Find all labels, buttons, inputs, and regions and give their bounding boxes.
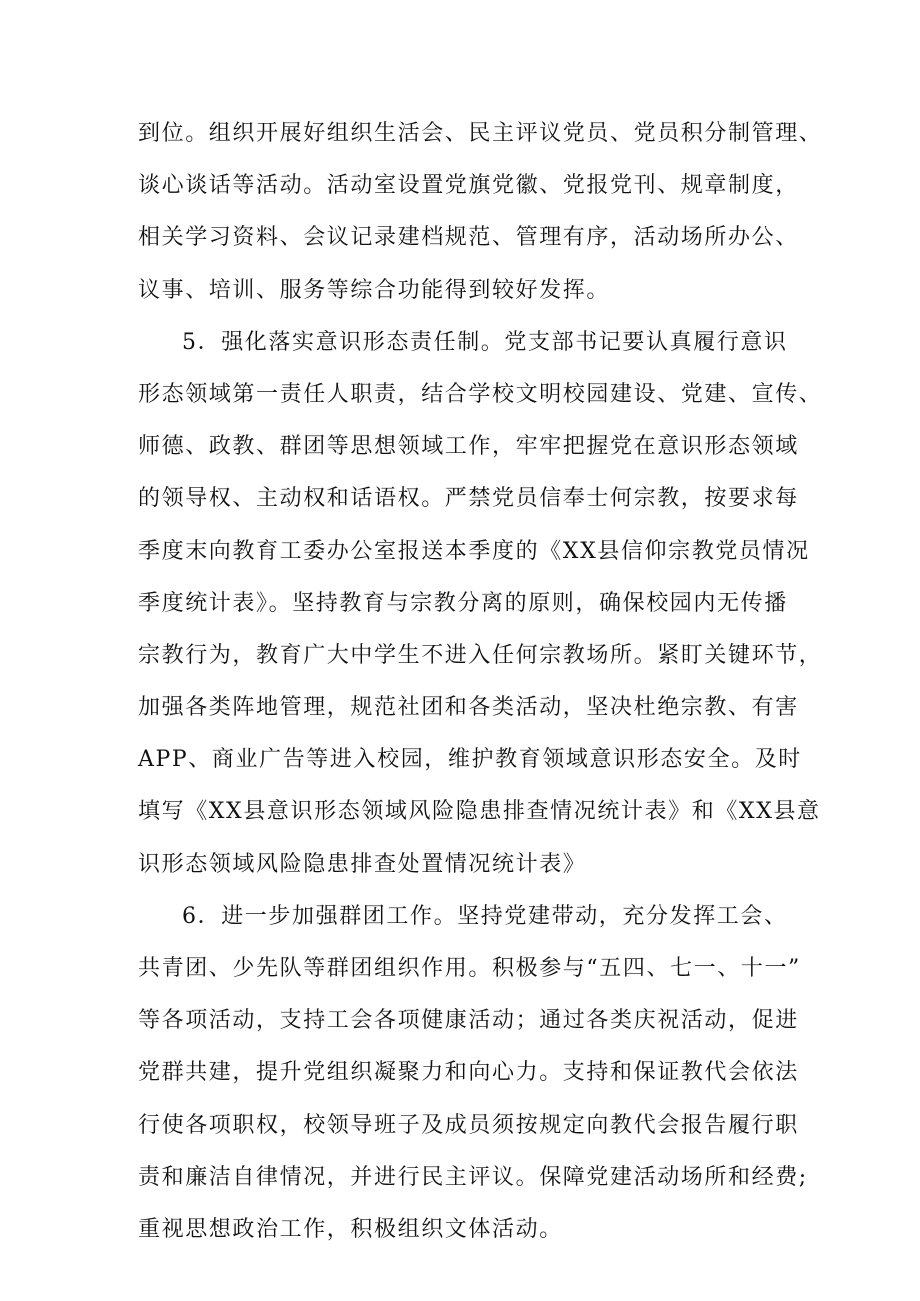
paragraph-continued (138, 108, 823, 317)
text-line: 谈心谈话等活动。活动室设置党旗党徽、党报党刊、规章制度， (138, 173, 799, 199)
paragraph-heading-line: 6．进一步加强群团工作。坚持党建带动，充分发挥工会、 (182, 903, 788, 929)
text-line: 议事、培训、服务等综合功能得到较好发挥。 (138, 277, 611, 303)
text-line: 共青团、少先队等群团组织作用。积极参与“五四、七一、十一” (138, 956, 801, 981)
text-line: 到位。组织开展好组织生活会、民主评议党员、党员积分制管理、 (138, 121, 823, 146)
paragraph-heading-line: 5．强化落实意识形态责任制。党支部书记要认真履行意识 (182, 329, 788, 355)
document-body (138, 108, 823, 1256)
paragraph-6-mass-organizations (138, 891, 808, 1256)
text-line: 的领导权、主动权和话语权。严禁党员信奉士何宗教，按要求每 (138, 486, 799, 512)
text-line: 党群共建，提升党组织凝聚力和向心力。支持和保证教代会依法 (138, 1060, 799, 1086)
text-line: APP、商业广告等进入校园，维护教育领域意识形态安全。及时 (138, 747, 802, 773)
text-line: 加强各类阵地管理，规范社团和各类活动，坚决杜绝宗教、有害 (138, 695, 799, 721)
text-line: 责和廉洁自律情况，并进行民主评议。保障党建活动场所和经费; (138, 1164, 808, 1190)
text-line: 形态领域第一责任人职责，结合学校文明校园建设、党建、宣传、 (138, 381, 823, 407)
text-line: 季度末向教育工委办公室报送本季度的《XX县信仰宗教党员情况 (138, 538, 810, 564)
text-line: 重视思想政治工作，积极组织文体活动。 (138, 1216, 563, 1242)
text-line: 宗教行为，教育广大中学生不进入任何宗教场所。紧盯关键环节， (138, 642, 823, 668)
text-line: 识形态领域风险隐患排查处置情况统计表》 (138, 851, 587, 877)
text-line: 填写《XX县意识形态领域风险隐患排查情况统计表》和《XX县意 (138, 799, 821, 825)
text-line: 行使各项职权，校领导班子及成员须按规定向教代会报告履行职 (138, 1112, 799, 1138)
text-line: 等各项活动，支持工会各项健康活动；通过各类庆祝活动，促进 (138, 1008, 799, 1034)
text-line: 季度统计表》。坚持教育与宗教分离的原则，确保校园内无传播 (138, 590, 788, 616)
text-line: 师德、政教、群团等思想领域工作，牢牢把握党在意识形态领域 (138, 434, 799, 460)
paragraph-5-ideology-responsibility (138, 317, 823, 891)
text-line: 相关学习资料、会议记录建档规范、管理有序，活动场所办公、 (138, 225, 799, 251)
